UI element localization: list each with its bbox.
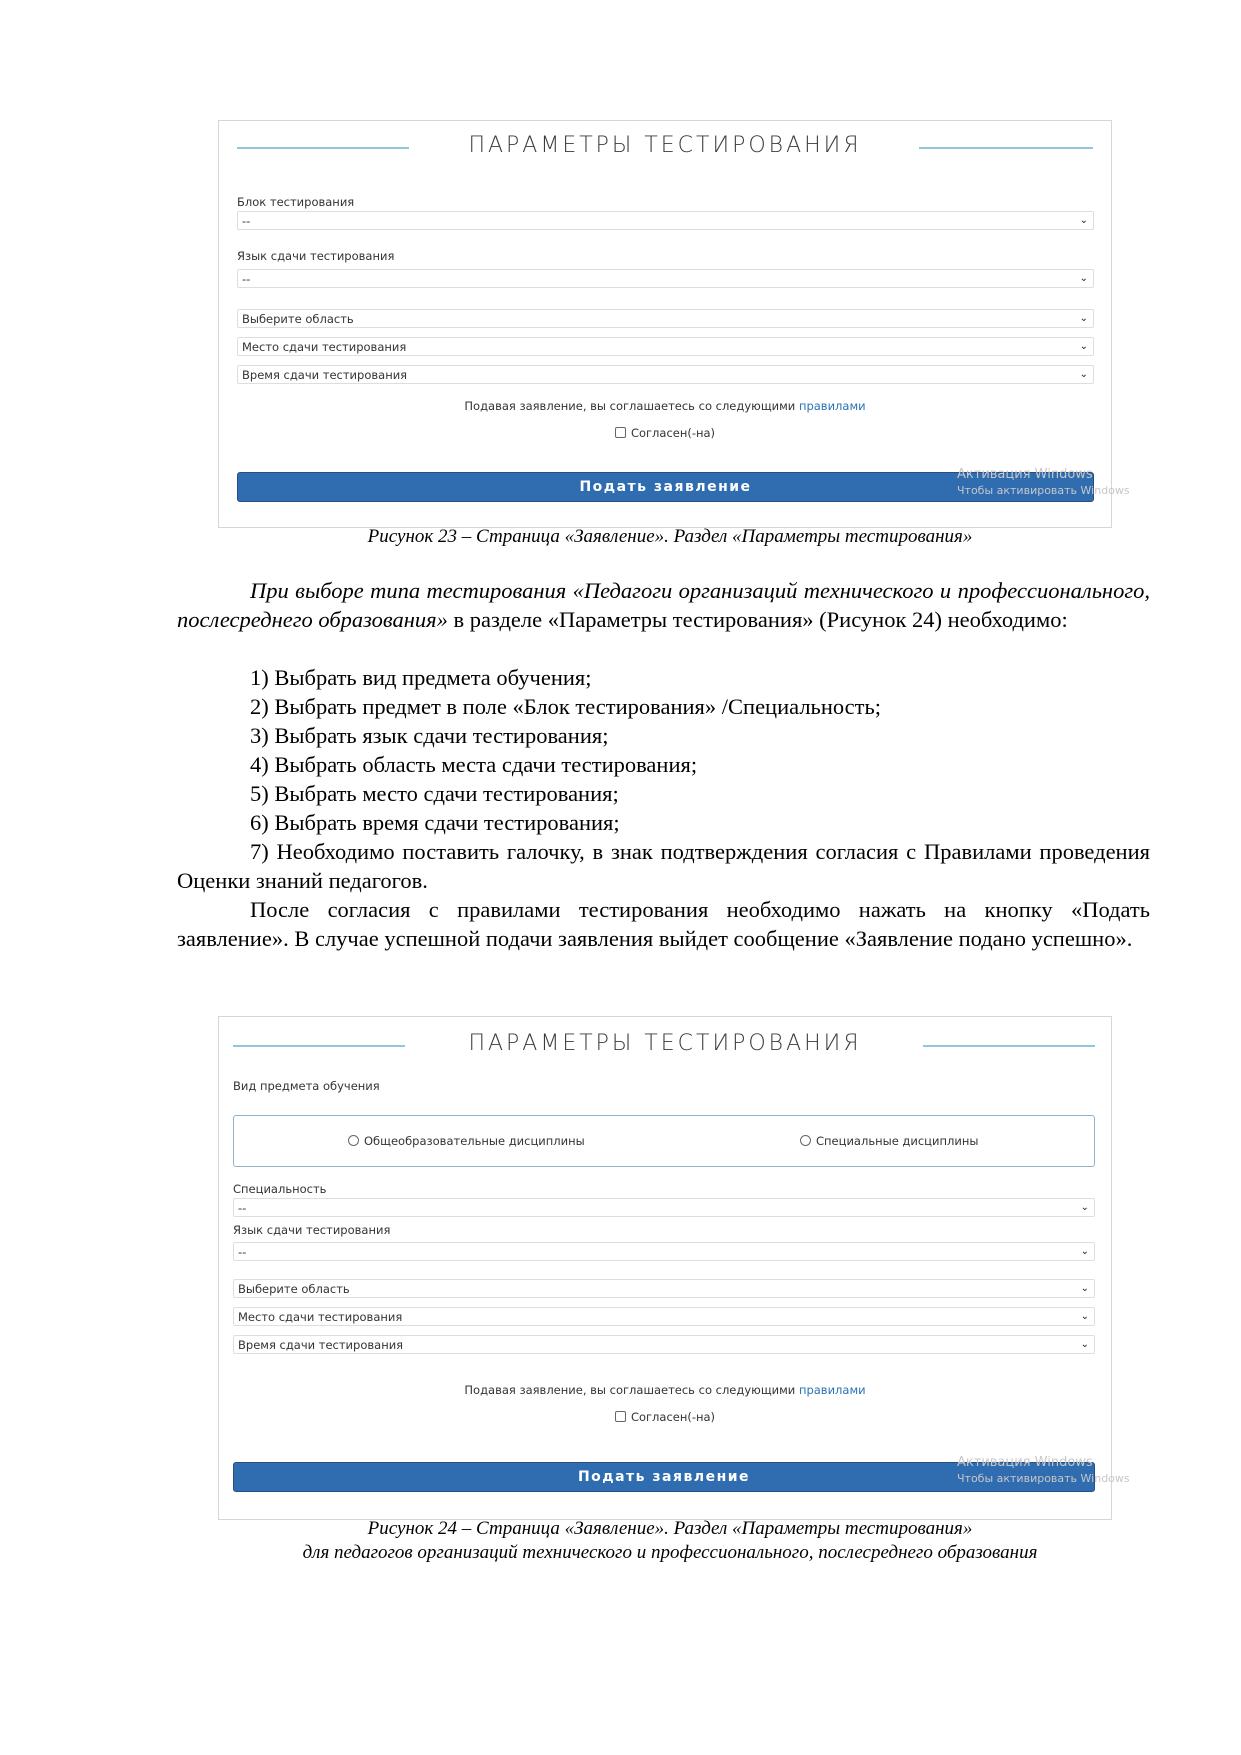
specialty-select-value: --: [238, 1201, 247, 1215]
radio-general[interactable]: [348, 1135, 359, 1146]
submit-button[interactable]: Подать заявление: [237, 472, 1094, 502]
watermark-subtitle: Чтобы активировать Windows: [957, 484, 1130, 497]
chevron-down-icon: ⌄: [1080, 1283, 1089, 1294]
rules-link[interactable]: правилами: [798, 399, 866, 413]
agreement-prefix: Подавая заявление, вы соглашаетесь со следующими: [464, 399, 796, 413]
submit-button[interactable]: Подать заявление: [233, 1462, 1095, 1492]
figure-24-caption-line2: для педагогов организаций технического и профессионального, послесреднего образования: [302, 1542, 1038, 1563]
header-line-right: [923, 1045, 1095, 1047]
language-label: Язык сдачи тестирования: [237, 249, 395, 263]
rules-link[interactable]: правилами: [798, 1383, 866, 1397]
option-general-label: Общеобразовательные дисциплины: [364, 1134, 585, 1148]
chevron-down-icon: ⌄: [1080, 1202, 1089, 1213]
time-select[interactable]: [233, 1335, 1095, 1354]
chevron-down-icon: ⌄: [1079, 215, 1088, 226]
chevron-down-icon: ⌄: [1080, 1311, 1089, 1322]
agree-checkbox-row[interactable]: [219, 1410, 1111, 1424]
subject-type-label: Вид предмета обучения: [233, 1079, 380, 1093]
step-5: 5) Выбрать место сдачи тестирования;: [250, 781, 619, 806]
specialty-label: Специальность: [233, 1182, 327, 1196]
step-3: 3) Выбрать язык сдачи тестирования;: [250, 723, 609, 748]
chevron-down-icon: ⌄: [1080, 1246, 1089, 1257]
region-select-value: Выберите область: [242, 312, 354, 326]
place-select[interactable]: [237, 337, 1094, 356]
header-line-right: [919, 147, 1093, 149]
time-select-value: Время сдачи тестирования: [238, 1338, 404, 1352]
intro-paragraph: [177, 576, 1150, 634]
watermark-title: Активация Windows: [957, 467, 1093, 482]
windows-activation-watermark: [957, 1455, 1130, 1487]
section-header: [219, 1027, 1111, 1063]
agree-checkbox-label: Согласен(-на): [630, 426, 716, 440]
chevron-down-icon: ⌄: [1079, 273, 1088, 284]
figure-24-screenshot: [218, 1016, 1130, 1520]
intro-rest: в разделе «Параметры тестирования» (Рисунок 24) необходимо:: [447, 607, 1068, 632]
specialty-select[interactable]: [233, 1198, 1095, 1217]
figure-23-screenshot: [218, 120, 1130, 528]
intro-italic: При выборе типа тестирования «Педагоги организаций технического и профессионального, послесреднего образования»: [177, 578, 1150, 632]
chevron-down-icon: ⌄: [1079, 313, 1088, 324]
chevron-down-icon: ⌄: [1079, 341, 1088, 352]
place-select-value: Место сдачи тестирования: [238, 1310, 403, 1324]
step-7-text: 7) Необходимо поставить галочку, в знак подтверждения согласия с Правилами проведения Оценки знаний педагогов.: [177, 839, 1150, 893]
language-select-value: --: [238, 1245, 247, 1259]
block-select[interactable]: [237, 211, 1094, 230]
section-title: ПАРАМЕТРЫ ТЕСТИРОВАНИЯ: [468, 1031, 862, 1056]
section-header: [219, 129, 1111, 165]
step-1: 1) Выбрать вид предмета обучения;: [250, 665, 592, 690]
language-select[interactable]: [233, 1242, 1095, 1261]
section-title: ПАРАМЕТРЫ ТЕСТИРОВАНИЯ: [468, 133, 862, 158]
step-7: [177, 837, 1150, 895]
after-paragraph: [177, 895, 1150, 953]
radio-special[interactable]: [800, 1135, 811, 1146]
time-select-value: Время сдачи тестирования: [242, 368, 408, 382]
agree-checkbox[interactable]: [615, 1411, 626, 1422]
region-select[interactable]: [237, 309, 1094, 328]
option-special[interactable]: [800, 1134, 978, 1148]
region-select[interactable]: [233, 1279, 1095, 1298]
language-label: Язык сдачи тестирования: [233, 1223, 391, 1237]
time-select[interactable]: [237, 365, 1094, 384]
step-6: 6) Выбрать время сдачи тестирования;: [250, 810, 620, 835]
step-4: 4) Выбрать область места сдачи тестирования;: [250, 752, 698, 777]
windows-activation-watermark: [957, 467, 1130, 499]
chevron-down-icon: ⌄: [1080, 1339, 1089, 1350]
agree-checkbox-label: Согласен(-на): [630, 1410, 716, 1424]
subject-type-group: [233, 1115, 1095, 1167]
agree-checkbox-row[interactable]: [219, 426, 1111, 440]
block-select-value: --: [242, 214, 251, 228]
watermark-subtitle: Чтобы активировать Windows: [957, 1472, 1130, 1485]
block-label: Блок тестирования: [237, 195, 355, 209]
figure-23-caption: Рисунок 23 – Страница «Заявление». Раздел «Параметры тестирования»: [367, 526, 973, 547]
figure-24-caption-line1: Рисунок 24 – Страница «Заявление». Раздел «Параметры тестирования»: [367, 1518, 973, 1539]
language-select-value: --: [242, 272, 251, 286]
chevron-down-icon: ⌄: [1079, 369, 1088, 380]
region-select-value: Выберите область: [238, 1282, 350, 1296]
place-select-value: Место сдачи тестирования: [242, 340, 407, 354]
language-select[interactable]: [237, 269, 1094, 288]
watermark-title: Активация Windows: [957, 1455, 1093, 1470]
agree-checkbox[interactable]: [615, 427, 626, 438]
option-general[interactable]: [348, 1134, 585, 1148]
agreement-text: [219, 1383, 1111, 1397]
agreement-prefix: Подавая заявление, вы соглашаетесь со следующими: [464, 1383, 796, 1397]
after-text: После согласия с правилами тестирования необходимо нажать на кнопку «Подать заявление». В случае успешной подачи заявления выйдет сообщение «Заявление подано успешно».: [177, 897, 1150, 951]
agreement-text: [219, 399, 1111, 413]
step-2: 2) Выбрать предмет в поле «Блок тестирования» /Специальность;: [250, 694, 881, 719]
option-special-label: Специальные дисциплины: [816, 1134, 979, 1148]
place-select[interactable]: [233, 1307, 1095, 1326]
